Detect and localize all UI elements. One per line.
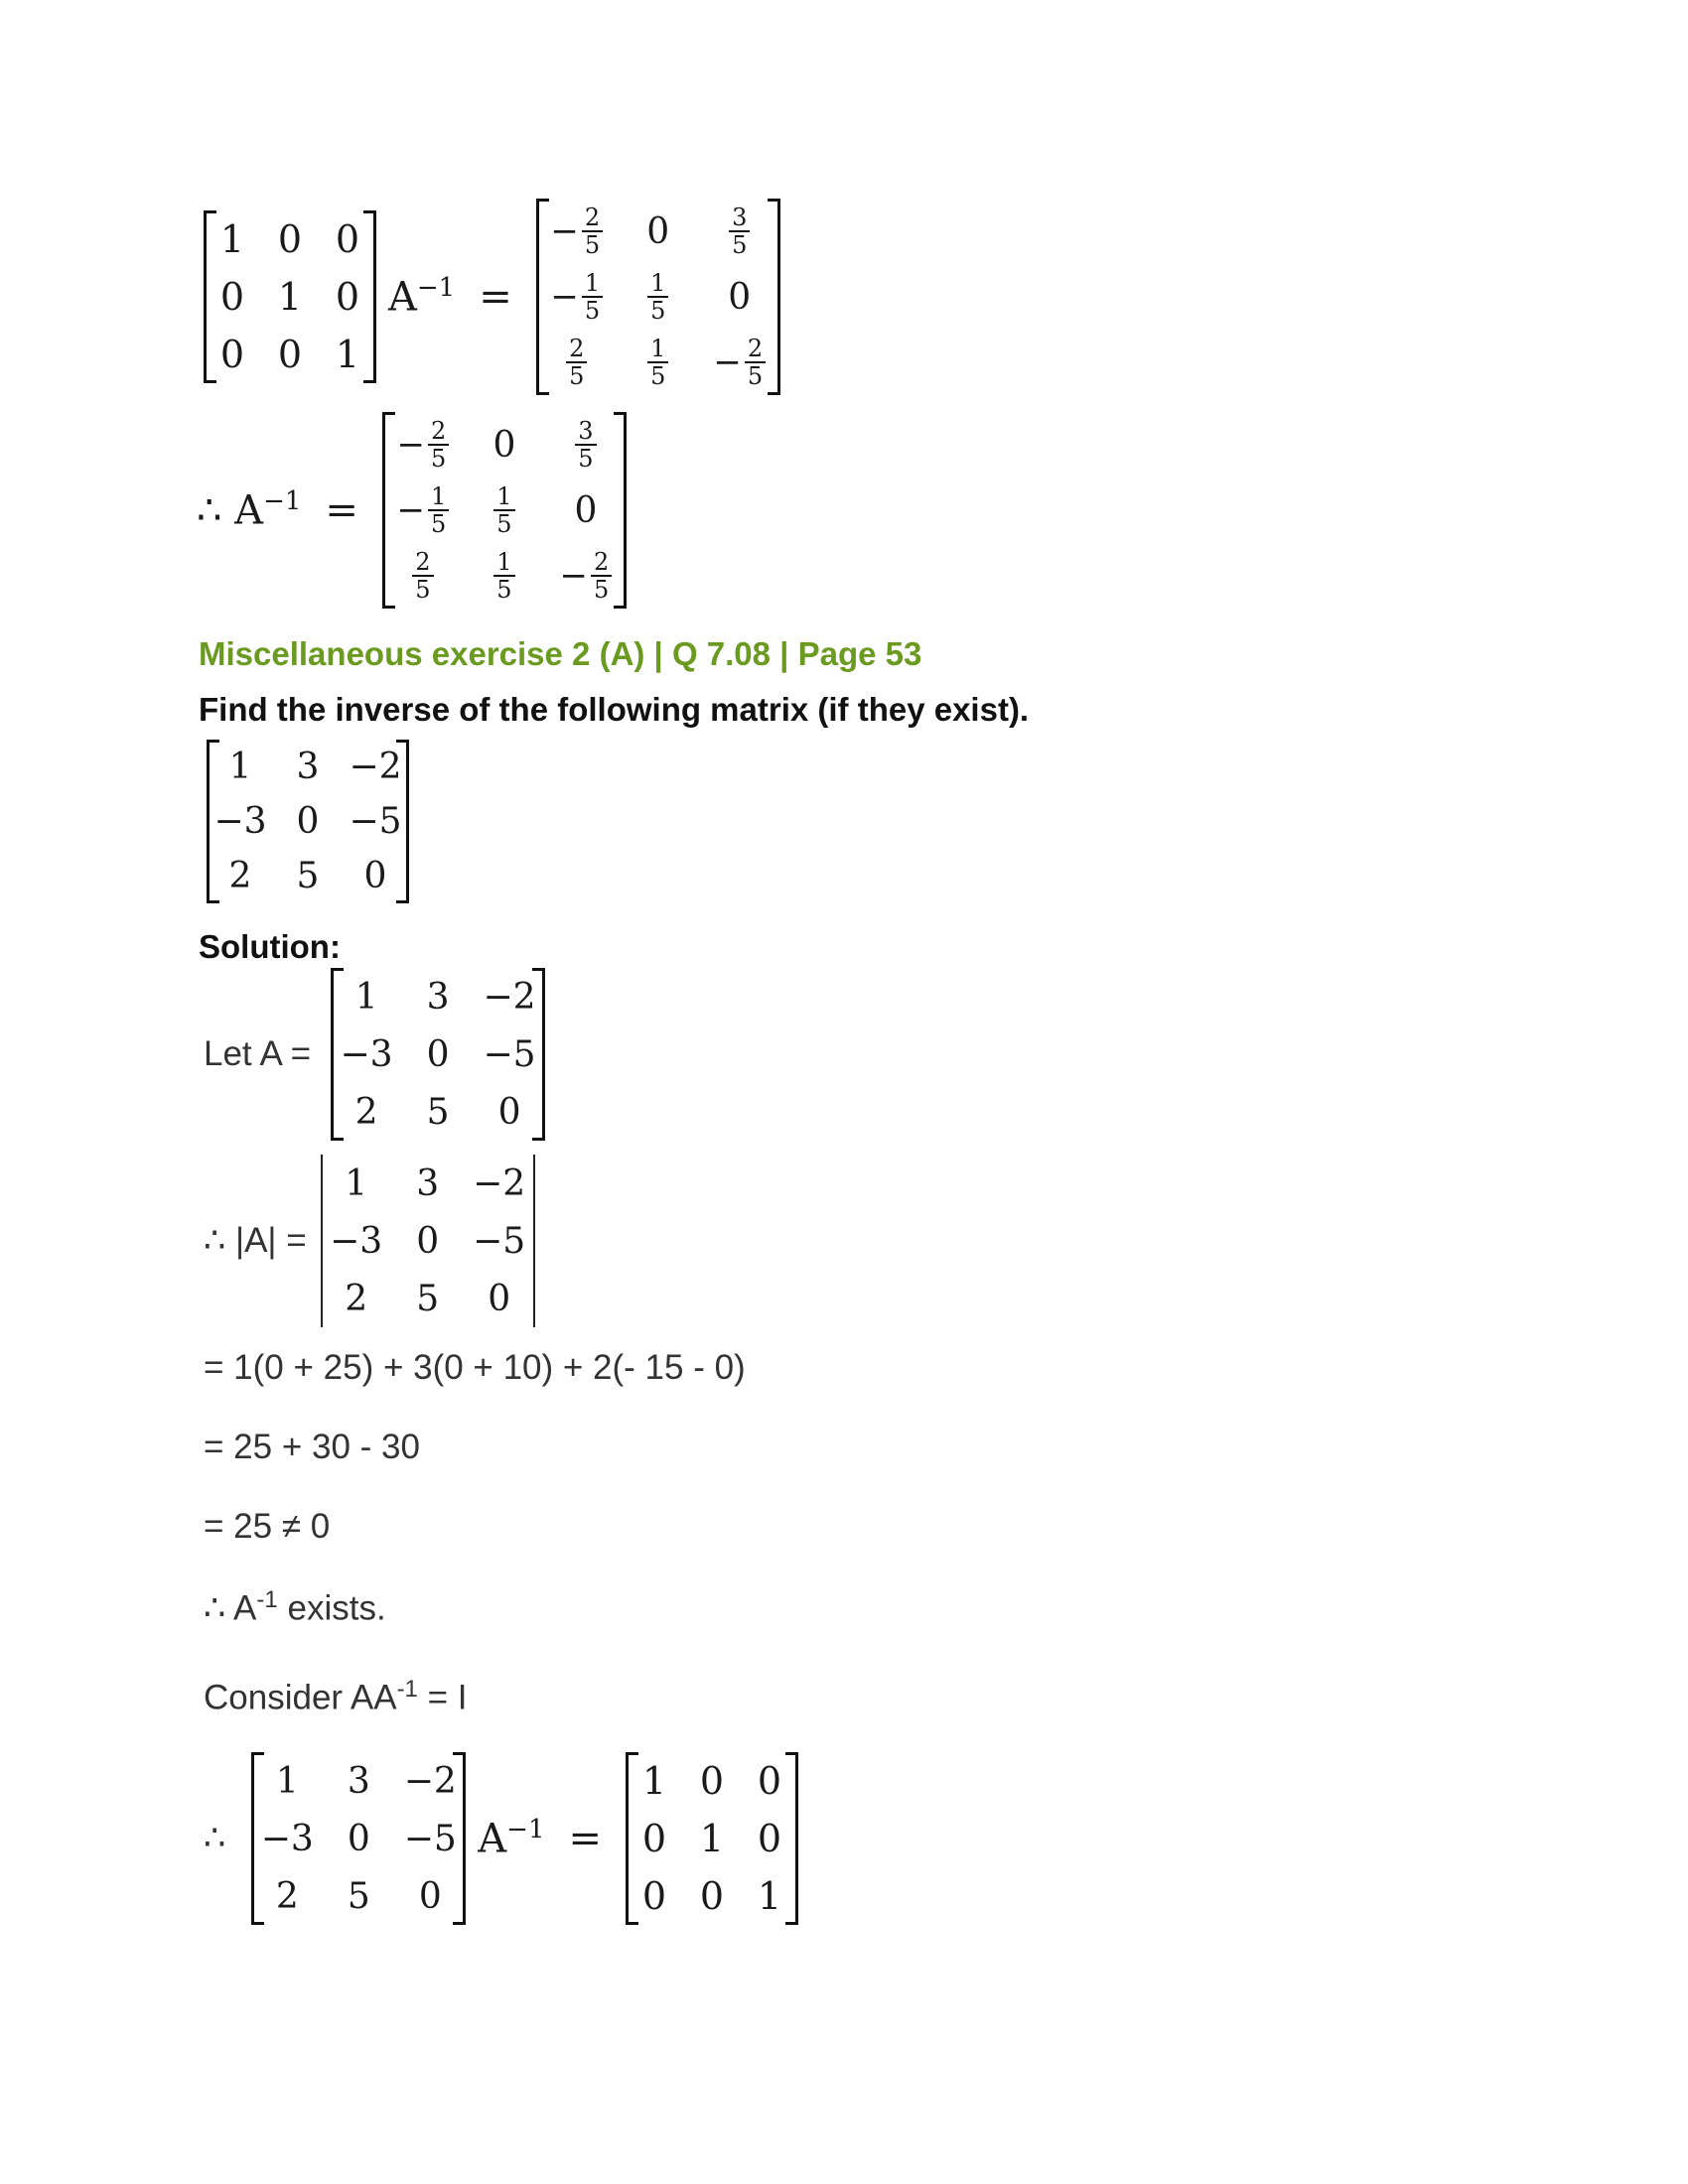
question-matrix-cell: 1: [228, 747, 252, 787]
final-a-row: [251, 1810, 466, 1867]
det-matrix-cell: 5: [416, 1278, 440, 1319]
exercise-heading[interactable]: Miscellaneous exercise 2 (A) | Q 7.08 | Page 53: [199, 635, 922, 672]
det-matrix-cell: 1: [345, 1162, 368, 1204]
final-a-cell: −2: [403, 1760, 457, 1802]
inverse-row: [382, 412, 627, 478]
result-cell: − $\frac{2}{5}$: [536, 199, 618, 264]
final-therefore: ∴: [204, 1819, 226, 1857]
final-a-cell: −3: [260, 1818, 314, 1859]
final-identity-cell: 1: [641, 1759, 667, 1803]
inverse-row: [382, 543, 627, 609]
matrix-a-cell: −5: [483, 1033, 536, 1075]
final-identity-cell: 0: [757, 1817, 782, 1860]
det-step-3: = 25 ≠ 0: [204, 1507, 331, 1546]
equals-sign: =: [568, 1816, 603, 1861]
inverse-matrix: [382, 412, 627, 609]
det-matrix-cell: 0: [488, 1278, 511, 1319]
identity-cell: 1: [219, 217, 245, 261]
det-matrix-row: [321, 1155, 535, 1212]
determinant-matrix: [321, 1155, 535, 1327]
matrix-a-cell: 5: [426, 1091, 450, 1133]
let-a-equation: [204, 968, 545, 1141]
identity-matrix: [204, 210, 376, 383]
final-identity-row: [626, 1752, 798, 1810]
det-matrix-cell: −3: [330, 1220, 383, 1262]
det-step-1: = 1(0 + 25) + 3(0 + 10) + 2(- 15 - 0): [204, 1348, 746, 1387]
matrix-a-cell: 0: [497, 1091, 521, 1133]
final-a-cell: 0: [418, 1875, 442, 1917]
det-matrix-cell: −5: [473, 1220, 526, 1262]
det-matrix-cell: 0: [416, 1220, 440, 1262]
result-matrix: [536, 199, 780, 395]
final-a-cell: 2: [275, 1875, 299, 1917]
matrix-a-row: [331, 1083, 545, 1141]
inverse-cell: $\frac{2}{5}$: [382, 543, 464, 609]
inverse-cell: 0: [574, 489, 598, 531]
final-identity-row: [626, 1810, 798, 1867]
final-a-cell: 5: [347, 1875, 370, 1917]
final-a-inverse: $A^{-1}$: [478, 1815, 545, 1862]
final-identity-cell: 0: [757, 1759, 782, 1803]
final-a-row: [251, 1752, 466, 1810]
final-a-row: [251, 1867, 466, 1925]
inverse-exists: ∴ $A^{-1}$ exists.: [204, 1586, 386, 1628]
determinant-equation: [204, 1155, 535, 1327]
question-text: Find the inverse of the following matrix (if they exist).: [199, 691, 1030, 728]
question-matrix-cell: 2: [228, 856, 252, 896]
matrix-a-cell: 1: [354, 976, 378, 1018]
result-cell: 0: [646, 210, 670, 252]
equals-sign: =: [325, 487, 358, 533]
inverse-cell: $\frac{1}{5}$: [464, 543, 545, 609]
identity-cell: 0: [219, 275, 245, 319]
question-matrix-cell: 0: [363, 856, 387, 896]
final-equation: [204, 1752, 798, 1925]
final-identity-cell: 0: [699, 1874, 725, 1918]
matrix-a-cell: 2: [354, 1091, 378, 1133]
identity-cell: 0: [335, 275, 360, 319]
result-row: [536, 264, 780, 330]
final-a-cell: 1: [275, 1760, 299, 1802]
det-matrix-cell: 3: [416, 1162, 440, 1204]
final-identity-cell: 0: [699, 1759, 725, 1803]
det-matrix-row: [321, 1270, 535, 1327]
consider-line: Consider $AA^{-1} = I$: [204, 1676, 468, 1717]
det-matrix-cell: 2: [345, 1278, 368, 1319]
question-matrix-row: [207, 740, 409, 794]
question-matrix: [207, 740, 409, 903]
final-a-cell: 0: [347, 1818, 370, 1859]
identity-cell: 0: [335, 217, 360, 261]
matrix-a-cell: 0: [426, 1033, 450, 1075]
matrix-a-row: [331, 1025, 545, 1083]
matrix-a-cell: −3: [340, 1033, 393, 1075]
question-matrix-row: [207, 794, 409, 849]
inverse-cell: 0: [492, 424, 516, 466]
inverse-cell: − $\frac{2}{5}$: [545, 543, 627, 609]
result-row: [536, 199, 780, 264]
inverse-cell: $\frac{1}{5}$: [464, 478, 545, 543]
a-inverse-symbol: $A^{-1}$: [388, 273, 456, 321]
question-matrix-row: [207, 849, 409, 903]
final-a-cell: 3: [347, 1760, 370, 1802]
therefore-a-inverse: ∴ $A^{-1}$: [197, 486, 302, 534]
final-matrix-a: [251, 1752, 466, 1925]
final-a-cell: −5: [403, 1818, 457, 1859]
inverse-cell: − $\frac{1}{5}$: [382, 478, 464, 543]
identity-cell: 0: [277, 217, 303, 261]
result-cell: $\frac{1}{5}$: [618, 330, 699, 395]
inverse-row: [382, 478, 627, 543]
result-row: [536, 330, 780, 395]
identity-cell: 0: [219, 333, 245, 376]
identity-row: [204, 210, 376, 268]
final-identity-matrix: [626, 1752, 798, 1925]
question-matrix-cell: −2: [349, 747, 402, 787]
question-matrix-cell: −5: [349, 801, 402, 842]
result-cell: $\frac{1}{5}$: [618, 264, 699, 330]
question-matrix-cell: 5: [296, 856, 320, 896]
identity-cell: 1: [277, 275, 303, 319]
result-cell: $\frac{2}{5}$: [536, 330, 618, 395]
question-matrix-cell: 0: [296, 801, 320, 842]
final-identity-cell: 0: [641, 1817, 667, 1860]
inverse-cell: $\frac{3}{5}$: [545, 412, 627, 478]
matrix-a-row: [331, 968, 545, 1025]
result-cell: 0: [728, 276, 752, 318]
final-identity-cell: 0: [641, 1874, 667, 1918]
det-matrix-row: [321, 1212, 535, 1270]
final-identity-row: [626, 1867, 798, 1925]
equals-sign: =: [479, 274, 512, 320]
top-equation: [204, 199, 780, 395]
question-matrix-wrap: [207, 740, 409, 908]
solution-label: Solution:: [199, 928, 341, 965]
det-step-2: = 25 + 30 - 30: [204, 1428, 420, 1466]
det-label: ∴ |A| =: [204, 1221, 307, 1260]
det-matrix-cell: −2: [473, 1162, 526, 1204]
identity-row: [204, 326, 376, 383]
question-matrix-cell: −3: [213, 801, 267, 842]
final-identity-cell: 1: [757, 1874, 782, 1918]
therefore-equation: [197, 412, 627, 609]
matrix-a-cell: −2: [483, 976, 536, 1018]
final-identity-cell: 1: [699, 1817, 725, 1860]
result-cell: − $\frac{2}{5}$: [699, 330, 780, 395]
matrix-a-cell: 3: [426, 976, 450, 1018]
let-a-label: Let A =: [204, 1034, 312, 1073]
matrix-a: [331, 968, 545, 1141]
identity-cell: 1: [335, 333, 360, 376]
identity-row: [204, 268, 376, 326]
result-cell: $\frac{3}{5}$: [699, 199, 780, 264]
result-cell: − $\frac{1}{5}$: [536, 264, 618, 330]
inverse-cell: − $\frac{2}{5}$: [382, 412, 464, 478]
identity-cell: 0: [277, 333, 303, 376]
question-matrix-cell: 3: [296, 747, 320, 787]
